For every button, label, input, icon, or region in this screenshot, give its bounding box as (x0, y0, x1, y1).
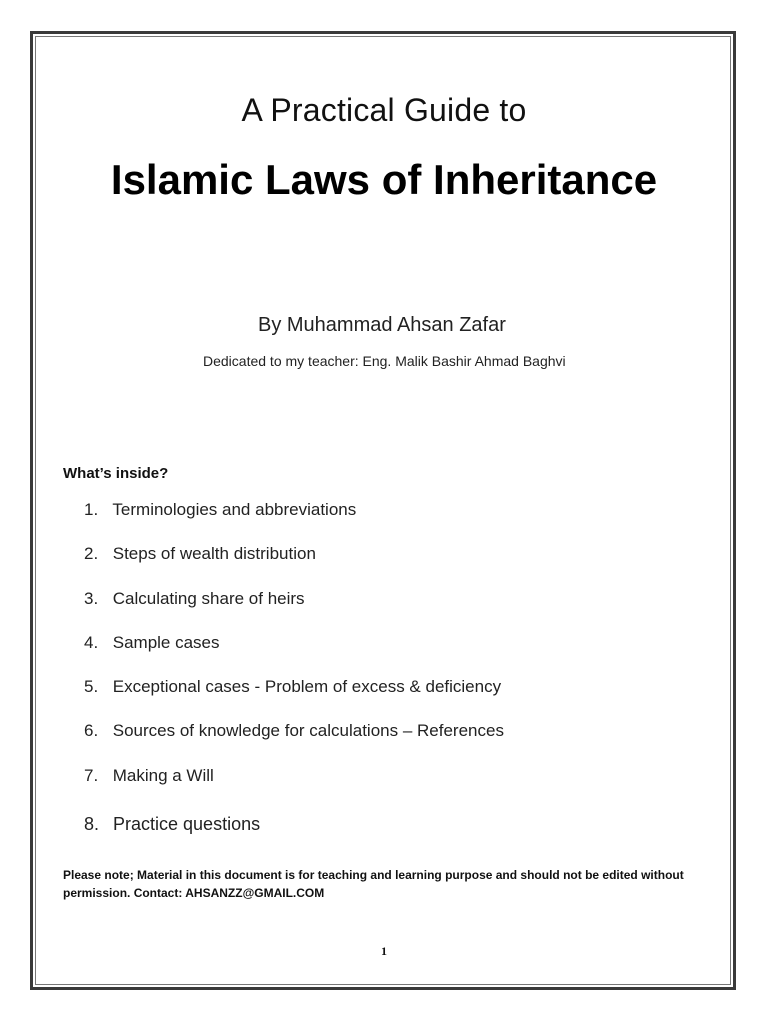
list-item-label: Terminologies and abbreviations (112, 500, 357, 519)
dedication-line: Dedicated to my teacher: Eng. Malik Bashir Ahmad Baghvi (203, 353, 566, 369)
list-item (84, 674, 704, 718)
list-item-label: Practice questions (113, 814, 261, 835)
list-item-label: Making a Will (112, 765, 214, 785)
contents-heading: What’s inside? (63, 465, 169, 482)
list-item (84, 497, 704, 541)
author-line: By Muhammad Ahsan Zafar (258, 314, 506, 336)
list-item-number: 3. (84, 588, 99, 608)
list-item (84, 718, 704, 762)
contents-list (84, 497, 704, 855)
list-item-label: Sources of knowledge for calculations – References (112, 721, 504, 741)
list-item-number: 2. (84, 544, 99, 564)
list-item (84, 586, 704, 630)
list-item-label: Exceptional cases - Problem of excess & deficiency (112, 677, 502, 697)
list-item-label: Sample cases (112, 632, 220, 652)
list-item (84, 811, 704, 855)
document-title: Islamic Laws of Inheritance (110, 156, 658, 203)
list-item-number: 1. (84, 500, 99, 519)
list-item-number: 5. (84, 677, 99, 697)
list-item (84, 541, 704, 585)
list-item (84, 763, 704, 807)
list-item-number: 8. (84, 814, 100, 835)
permission-notice: Please note; Material in this document is for teaching and learning purpose and should not be edited without permission. Contact: AHSANZZ@GMAIL.COM (63, 868, 684, 900)
list-item-number: 6. (84, 721, 99, 741)
list-item-label: Calculating share of heirs (112, 588, 305, 608)
document-subtitle: A Practical Guide to (241, 92, 527, 128)
list-item (84, 630, 704, 674)
list-item-number: 7. (84, 765, 99, 785)
page-number: 1 (381, 944, 387, 958)
list-item-label: Steps of wealth distribution (112, 544, 316, 564)
list-item-number: 4. (84, 632, 99, 652)
